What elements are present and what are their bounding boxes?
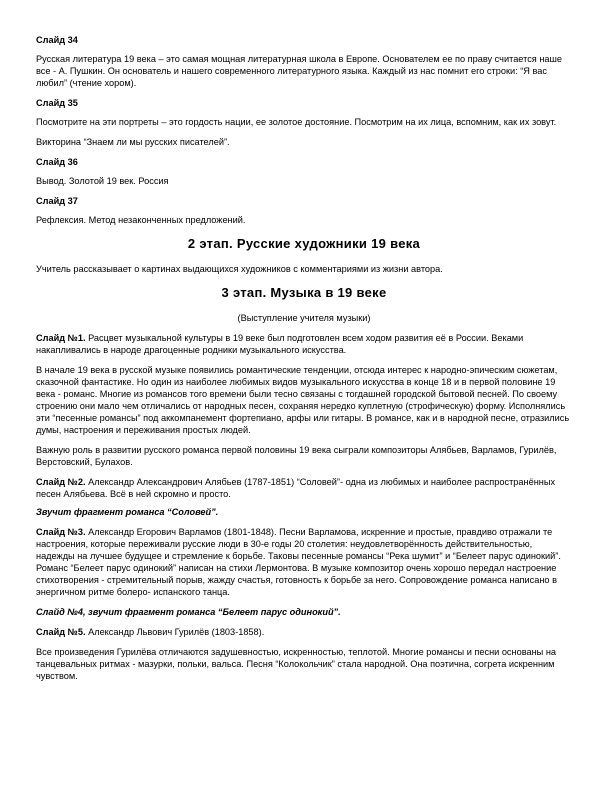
music-slide-3-label: Слайд №3. [36,527,86,537]
music-slide-1-text: Расцвет музыкальной культуры в 19 веке был подготовлен всем ходом развития её в России. Веками накапливались в народе драгоценные родники музыкального искусства. [36,333,524,355]
gurilev-text: Все произведения Гурилёва отличаются задушевностью, искренностью, теплотой. Многие романсы и песни основаны на танцевальных ритмах - мазурки, польки, вальса. Песня “Колокольчик” стала народной. Она поэтична, согрета искренним чувством. [36,647,557,681]
music-slide-3-text: Александр Егорович Варламов (1801-1848). Песни Варламова, искренние и простые, правдиво отражали те настроения, которые переживали русские люди в 30-е годы 20 столетия: неудовлетворённость действительностью, надежды на лучшее будущее и стремление к борьбе. Таковы песенные романсы “Река шумит” и “Белеет парус одинокий”. Романс “Белеет парус одинокий” написан на стихи Лермонтова. В музыке композитор очень хорошо передал настроение стихотворения - стремительный порыв, жажду счастья, готовность к борьбе за него. Сопровождение романса написано в энергичном ритме болеро- испанского танца. [36,527,561,597]
music-slide-2 [36,476,572,500]
music-slide-1-label: Слайд №1. [36,333,86,343]
slide-36-heading: Слайд 36 [36,157,78,167]
nightingale-fragment: Звучит фрагмент романса “Соловей”. [36,507,219,517]
slide-35-text: Посмотрите на эти портреты – это гордость нации, ее золотое достояние. Посмотрим на их лица, вспомним, как их зовут. [36,117,557,127]
composers-text: Важную роль в развитии русского романса первой половины 19 века сыграли композиторы Алябьев, Варламов, Гурилёв, Верстовский, Булахов. [36,445,557,467]
music-slide-3 [36,526,572,598]
slide-35-heading: Слайд 35 [36,98,78,108]
music-slide-4 [36,606,572,618]
music-slide-4-label: Слайд №4, [36,607,86,617]
music-slide-1 [36,332,572,356]
slide-34-heading: Слайд 34 [36,35,78,45]
music-slide-5 [36,626,572,638]
quiz-text: Викторина “Знаем ли мы русских писателей”. [36,137,230,147]
artists-text: Учитель рассказывает о картинах выдающихся художников с комментариями из жизни автора. [36,264,443,274]
music-slide-2-text: Александр Александрович Алябьев (1787-1851) “Соловей”- одна из любимых и наиболее распространённых песен Алябьева. Всё в ней скромно и просто. [36,477,556,499]
music-slide-5-label: Слайд №5. [36,627,86,637]
music-slide-5-text: Александр Львович Гурилёв (1803-1858). [85,627,265,637]
section-heading-artists: 2 этап. Русские художники 19 века [187,236,421,251]
slide-37-text: Рефлексия. Метод незаконченных предложений. [36,215,246,225]
slide-34-text: Русская литература 19 века – это самая мощная литературная школа в Европе. Основателем ее по праву считается наше все - А. Пушкин. Он основатель и нашего современного литературного языка. Каждый из нас помнит его строки: “Я вас любил” (чтение хором). [36,54,562,88]
teacher-note: (Выступление учителя музыки) [237,313,371,323]
music-slide-2-label: Слайд №2. [36,477,86,487]
section-heading-music: 3 этап. Музыка в 19 веке [221,285,387,300]
slide-36-text: Вывод. Золотой 19 век. Россия [36,176,169,186]
romance-history-text: В начале 19 века в русской музыке появились романтические тенденции, отсюда интерес к народно-эпическим сюжетам, сказочной фантастике. Но один из наиболее любимых видов музыкального искусства в конце 18 и в первой половине 19 века - романс. Многие из романсов того времени были тесно связаны с тогдашней городской бытовой песней. По своему строению они мало чем отличались от народных песен, сохраняя нередко куплетную (строфическую) форму. Исполнялись эти “песенные романсы” под аккомпанемент фортепиано, арфы или гитары. В романсе, как и в народной песне, отразились думы, настроения и переживания простых людей. [36,365,570,435]
music-slide-4-text: звучит фрагмент романса “Белеет парус одинокий”. [85,607,341,617]
slide-37-heading: Слайд 37 [36,196,78,206]
